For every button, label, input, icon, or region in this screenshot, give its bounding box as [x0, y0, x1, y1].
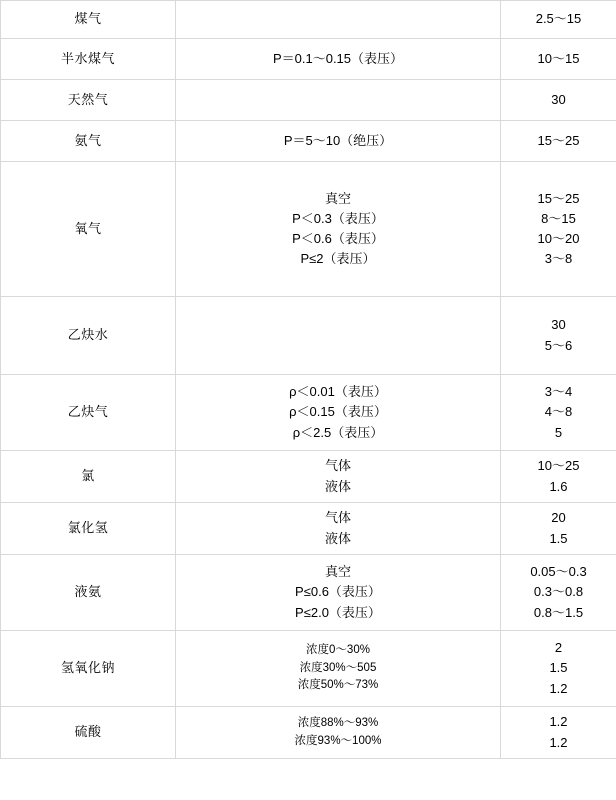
condition-cell — [176, 631, 501, 707]
condition-cell — [176, 503, 501, 555]
velocity-value-cell — [501, 503, 616, 555]
table-row — [1, 121, 616, 162]
condition-line: P＝5～10（绝压） — [283, 132, 393, 148]
velocity-value-cell — [501, 80, 616, 121]
velocity-value-cell — [501, 375, 616, 451]
velocity-value-line: 0.8～1.5 — [533, 604, 584, 620]
velocity-value-line: 1.5 — [549, 530, 568, 546]
medium-name-cell: 氯化氢 — [1, 503, 176, 555]
velocity-value-line: 8～15 — [541, 210, 576, 226]
condition-cell — [176, 451, 501, 503]
table-row — [1, 1, 616, 39]
condition-cell — [176, 707, 501, 759]
condition-cell — [176, 297, 501, 375]
condition-line: 浓度30%～505 — [299, 661, 377, 674]
velocity-value-line: 1.2 — [549, 734, 568, 750]
velocity-value-line: 15～25 — [537, 132, 580, 148]
medium-name-cell: 硫酸 — [1, 707, 176, 759]
velocity-value-line: 3～8 — [544, 251, 573, 267]
velocity-value-line: 5～6 — [544, 337, 573, 353]
velocity-value-cell — [501, 297, 616, 375]
table-row — [1, 503, 616, 555]
table-body — [1, 1, 616, 759]
velocity-value-line: 1.2 — [549, 680, 568, 696]
condition-cell — [176, 375, 501, 451]
table-row — [1, 707, 616, 759]
condition-line: 真空 — [324, 190, 351, 206]
condition-line: P≤0.6（表压） — [295, 584, 381, 600]
velocity-value-cell — [501, 451, 616, 503]
velocity-value-line: 15～25 — [537, 190, 580, 206]
medium-name-cell: 煤气 — [1, 1, 176, 39]
velocity-value-line: 4～8 — [544, 404, 573, 420]
condition-line: 气体 — [324, 510, 351, 526]
velocity-value-line: 30 — [551, 91, 566, 107]
condition-line: 浓度50%～73% — [297, 679, 379, 692]
table-row — [1, 39, 616, 80]
velocity-value-cell — [501, 555, 616, 631]
velocity-value-line: 1.6 — [549, 478, 568, 494]
velocity-value-line: 1.2 — [549, 714, 568, 730]
condition-line: P＜0.6（表压） — [292, 231, 384, 246]
velocity-value-line: 2 — [554, 640, 563, 656]
medium-name-cell: 液氨 — [1, 555, 176, 631]
condition-cell — [176, 1, 501, 39]
velocity-value-cell — [501, 121, 616, 162]
condition-line: 浓度0～30% — [306, 643, 370, 656]
condition-line: 气体 — [324, 458, 351, 474]
table-row — [1, 631, 616, 707]
velocity-value-cell — [501, 39, 616, 80]
velocity-value-line: 5 — [554, 424, 563, 440]
condition-cell — [176, 162, 501, 297]
condition-line: 液体 — [324, 530, 351, 546]
table-row — [1, 80, 616, 121]
condition-line: ρ＜2.5（表压） — [292, 424, 384, 440]
table-row — [1, 162, 616, 297]
condition-line: ρ＜0.15（表压） — [289, 404, 387, 420]
velocity-value-line: 20 — [551, 510, 566, 526]
condition-cell — [176, 121, 501, 162]
condition-line: 真空 — [324, 564, 351, 580]
condition-line: 液体 — [324, 478, 351, 494]
condition-line: P＝0.1～0.15（表压） — [272, 50, 404, 66]
table-row — [1, 555, 616, 631]
condition-line: P＜0.3（表压） — [292, 210, 384, 226]
table-row — [1, 375, 616, 451]
velocity-value-cell — [501, 162, 616, 297]
condition-line: 浓度93%～100% — [294, 734, 382, 747]
medium-name-cell: 氢氧化钠 — [1, 631, 176, 707]
condition-cell — [176, 80, 501, 121]
medium-name-cell: 氨气 — [1, 121, 176, 162]
medium-name-cell: 半水煤气 — [1, 39, 176, 80]
medium-name-cell: 氧气 — [1, 162, 176, 297]
condition-line: P≤2（表压） — [300, 251, 376, 267]
velocity-value-line: 3～4 — [544, 384, 573, 400]
velocity-value-line: 2.5～15 — [535, 11, 582, 27]
velocity-value-line: 10～25 — [537, 458, 580, 474]
medium-name-cell: 氯 — [1, 451, 176, 503]
velocity-value-line: 10～20 — [537, 231, 580, 246]
condition-cell — [176, 39, 501, 80]
velocity-value-line: 0.3～0.8 — [533, 584, 584, 600]
medium-name-cell: 乙炔水 — [1, 297, 176, 375]
velocity-value-line: 0.05～0.3 — [530, 564, 587, 580]
velocity-value-line: 30 — [551, 317, 566, 333]
velocity-value-cell — [501, 631, 616, 707]
condition-line: P≤2.0（表压） — [295, 604, 381, 620]
medium-name-cell: 天然气 — [1, 80, 176, 121]
condition-line: ρ＜0.01（表压） — [289, 384, 387, 400]
table-row — [1, 451, 616, 503]
velocity-value-line: 10～15 — [537, 50, 580, 66]
velocity-value-cell — [501, 1, 616, 39]
velocity-value-cell — [501, 707, 616, 759]
condition-cell — [176, 555, 501, 631]
velocity-value-line: 1.5 — [549, 660, 568, 676]
table-row — [1, 297, 616, 375]
medium-name-cell: 乙炔气 — [1, 375, 176, 451]
condition-line: 浓度88%～93% — [297, 716, 379, 729]
